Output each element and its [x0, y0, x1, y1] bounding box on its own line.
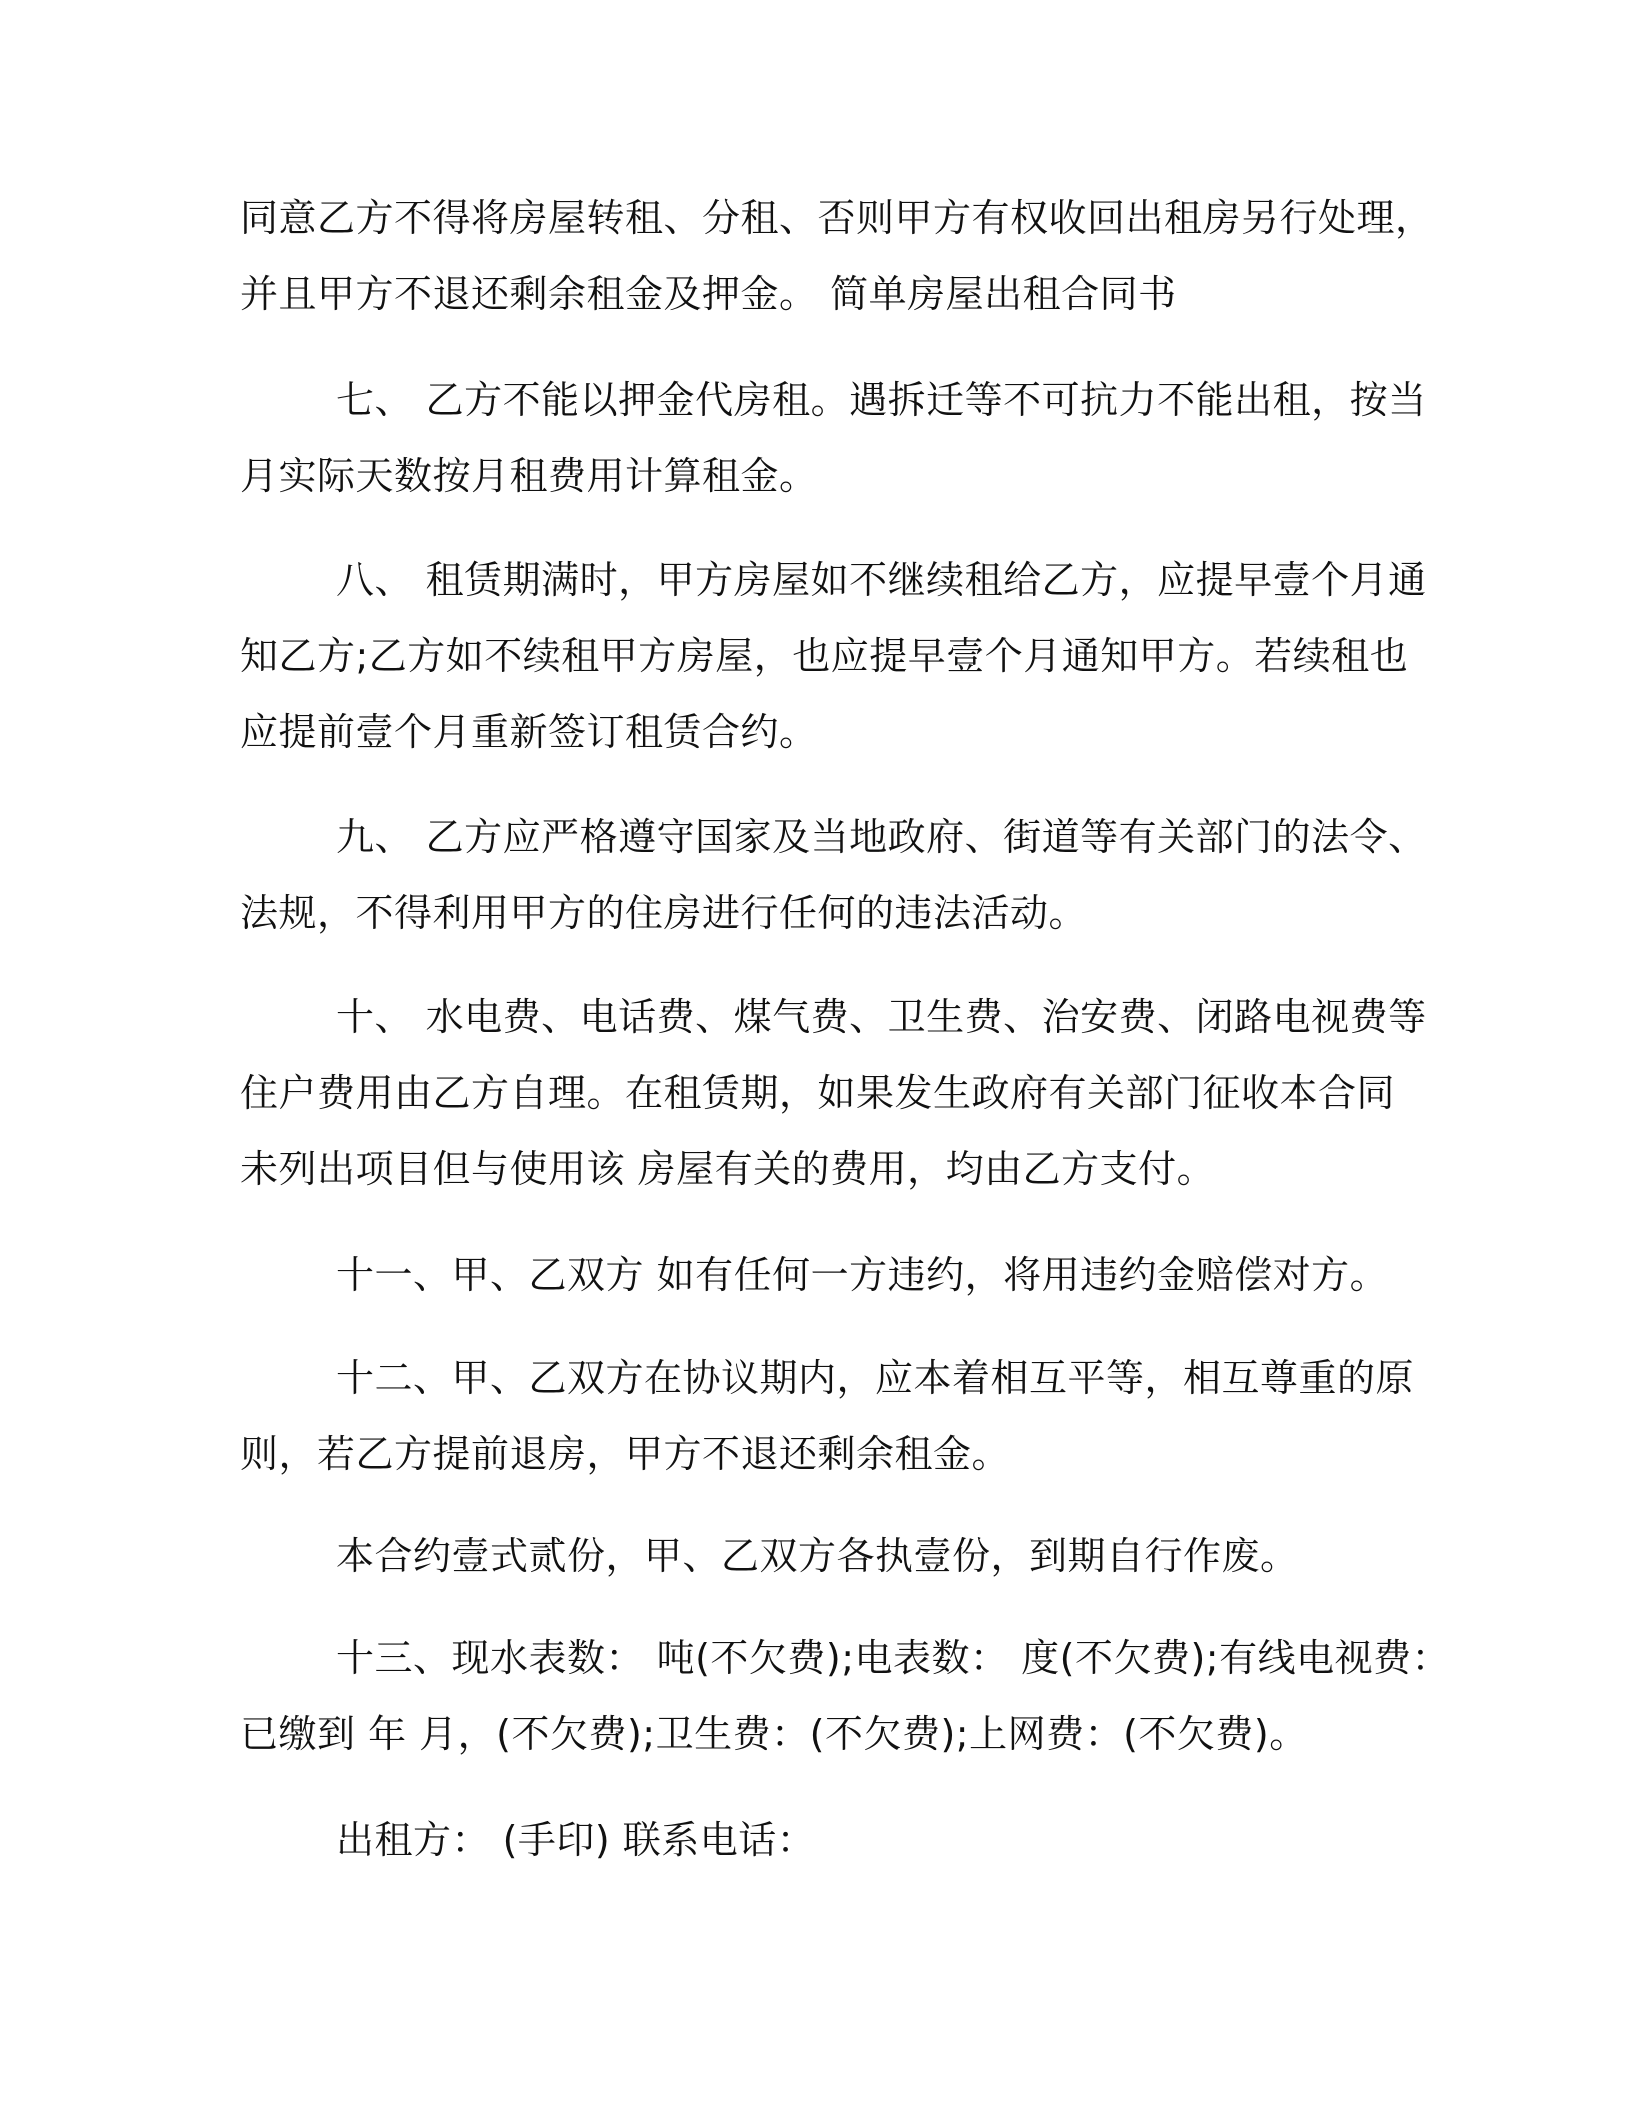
text-line: 并且甲方不退还剩余租金及押金。 简单房屋出租合同书	[240, 272, 1177, 316]
text-line: 十三、现水表数： 吨(不欠费);电表数： 度(不欠费);有线电视费：	[336, 1636, 1451, 1680]
text-line: 知乙方;乙方如不续租甲方房屋，也应提早壹个月通知甲方。若续租也	[240, 634, 1409, 678]
text-line: 住户费用由乙方自理。在租赁期，如果发生政府有关部门征收本合同	[240, 1071, 1396, 1115]
text-line: 同意乙方不得将房屋转租、分租、否则甲方有权收回出租房另行处理，	[240, 196, 1434, 240]
text-line: 月实际天数按月租费用计算租金。	[240, 454, 818, 498]
text-line: 应提前壹个月重新签订租赁合约。	[240, 710, 818, 754]
text-line: 九、 乙方应严格遵守国家及当地政府、街道等有关部门的法令、	[336, 815, 1427, 859]
text-line: 十二、甲、乙双方在协议期内，应本着相互平等，相互尊重的原	[336, 1356, 1415, 1400]
text-line: 法规，不得利用甲方的住房进行任何的违法活动。	[240, 891, 1088, 935]
text-line: 十一、甲、乙双方 如有任何一方违约，将用违约金赔偿对方。	[336, 1253, 1389, 1297]
text-line: 出租方： (手印) 联系电话：	[336, 1818, 816, 1862]
text-line: 未列出项目但与使用该 房屋有关的费用，均由乙方支付。	[240, 1147, 1216, 1191]
text-line: 八、 租赁期满时，甲方房屋如不继续租给乙方，应提早壹个月通	[336, 558, 1427, 602]
text-line: 则，若乙方提前退房，甲方不退还剩余租金。	[240, 1432, 1011, 1476]
text-line: 本合约壹式贰份，甲、乙双方各执壹份，到期自行作废。	[336, 1534, 1299, 1578]
text-line: 已缴到 年 月，(不欠费);卫生费：(不欠费);上网费：(不欠费)。	[240, 1712, 1308, 1756]
text-line: 七、 乙方不能以押金代房租。遇拆迁等不可抗力不能出租，按当	[336, 378, 1427, 422]
text-line: 十、 水电费、电话费、煤气费、卫生费、治安费、闭路电视费等	[336, 995, 1427, 1039]
